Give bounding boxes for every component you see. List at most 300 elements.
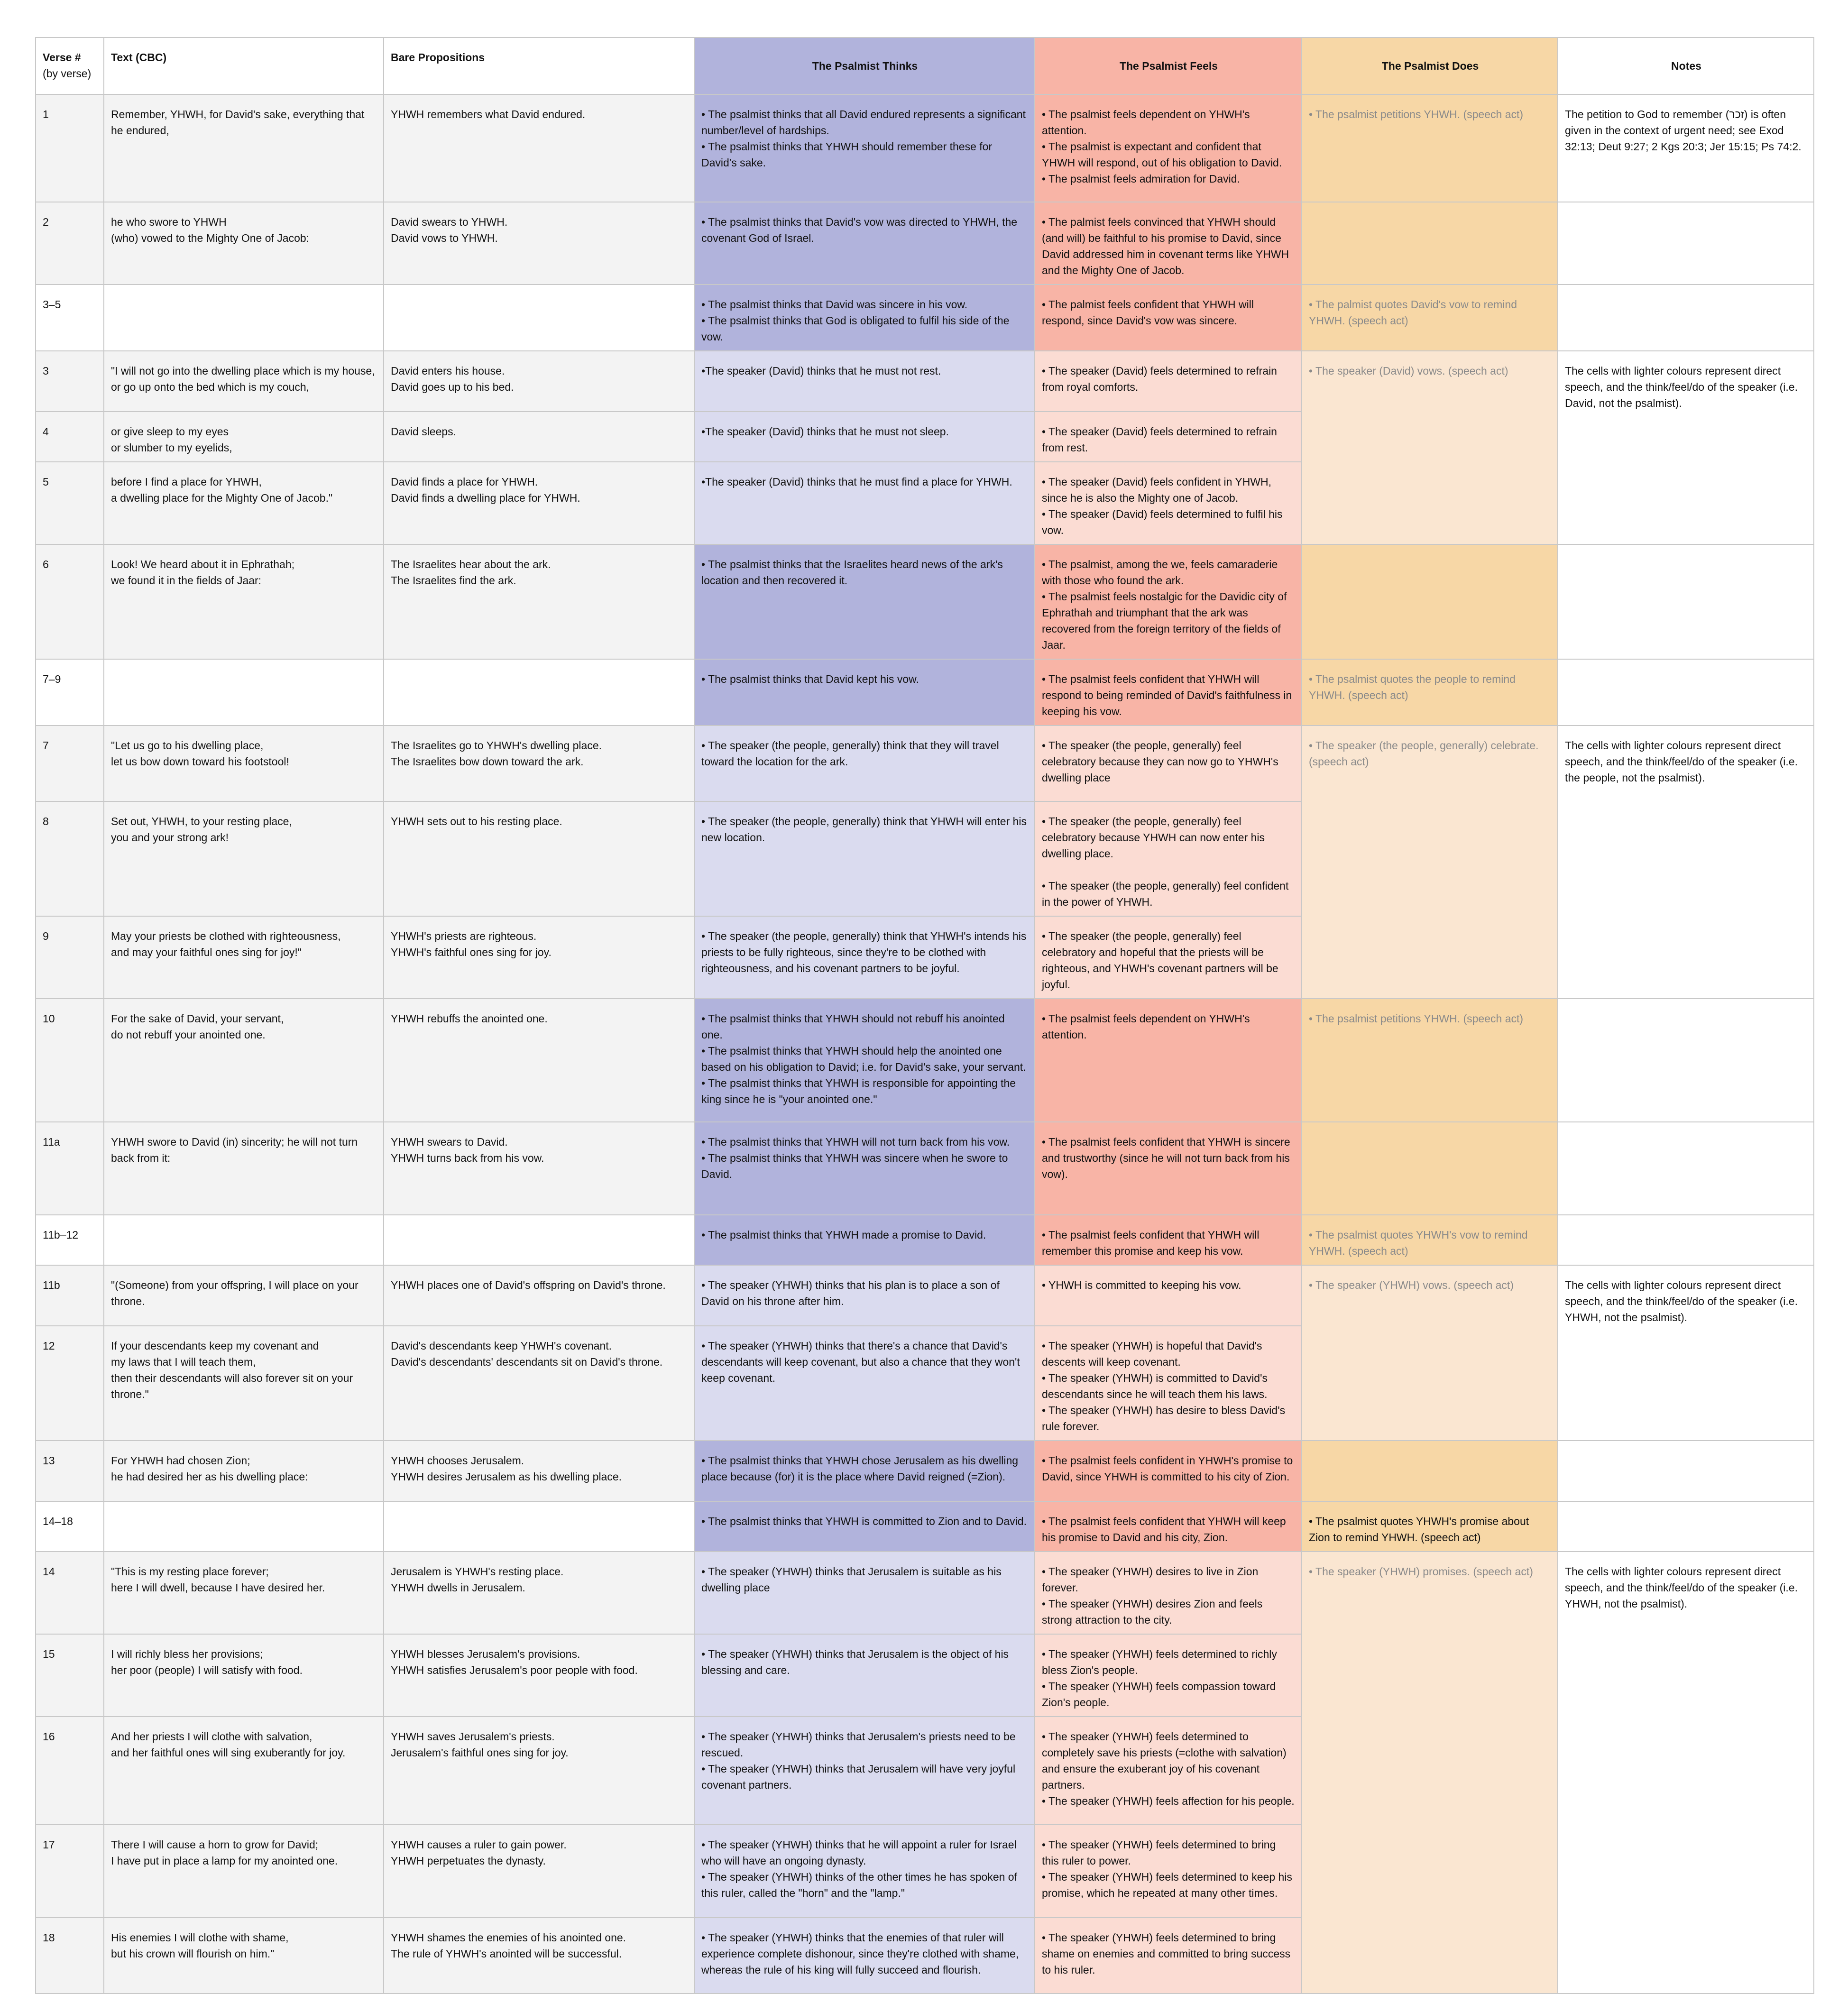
feels-line: • The palmist feels convinced that YHWH should (and will) be faithful to his promise to David, since David addressed him in covenant terms like YHWH and the Mighty One of Jacob. xyxy=(1042,216,1289,276)
verse-cell: 12 xyxy=(36,1326,104,1441)
table-row xyxy=(36,1501,1814,1552)
thinks-cell xyxy=(694,1825,1035,1918)
text-cell xyxy=(104,351,384,412)
feels-line: • The speaker (YHWH) feels determined to bring this ruler to power. xyxy=(1042,1838,1276,1867)
feels-line xyxy=(1042,862,1296,878)
text-line: we found it in the fields of Jaar: xyxy=(111,574,262,587)
does-cell: • The psalmist petitions YHWH. (speech act) xyxy=(1302,999,1558,1122)
feels-cell xyxy=(1035,94,1302,202)
bare-propositions-cell xyxy=(384,1634,694,1717)
table-row xyxy=(36,659,1814,726)
bare-proposition-line: YHWH remembers what David endured. xyxy=(391,108,586,120)
thinks-cell xyxy=(694,999,1035,1122)
feels-line: • The speaker (YHWH) is committed to David's descendants since he will teach them his laws. xyxy=(1042,1372,1268,1400)
verse-cell: 11b–12 xyxy=(36,1215,104,1265)
bare-propositions-cell xyxy=(384,1441,694,1501)
feels-line: • The psalmist feels confident that YHWH will remember this promise and keep his vow. xyxy=(1042,1229,1260,1257)
bare-propositions-cell xyxy=(384,801,694,916)
text-line: "This is my resting place forever; xyxy=(111,1565,269,1578)
thinks-line: • The psalmist thinks that YHWH was sincere when he swore to David. xyxy=(701,1152,1008,1180)
feels-line: • The palmist feels confident that YHWH will respond, since David's vow was sincere. xyxy=(1042,298,1254,327)
text-line: he had desired her as his dwelling place: xyxy=(111,1470,308,1483)
thinks-line: • The speaker (YHWH) thinks that Jerusalem's priests need to be rescued. xyxy=(701,1730,1016,1759)
verse-cell: 15 xyxy=(36,1634,104,1717)
feels-cell xyxy=(1035,1552,1302,1634)
verse-cell: 14 xyxy=(36,1552,104,1634)
verse-cell: 3–5 xyxy=(36,285,104,351)
thinks-line: • The psalmist thinks that David kept his vow. xyxy=(701,673,919,685)
text-line: and her faithful ones will sing exuberantly for joy. xyxy=(111,1746,346,1759)
text-line: a dwelling place for the Mighty One of Jacob." xyxy=(111,492,333,504)
psalm-analysis-table-wrapper xyxy=(35,37,1813,1994)
thinks-line: • The speaker (YHWH) thinks that Jerusalem is the object of his blessing and care. xyxy=(701,1648,1009,1676)
text-cell xyxy=(104,544,384,659)
text-line: If your descendants keep my covenant and xyxy=(111,1340,319,1352)
bare-propositions-cell xyxy=(384,202,694,285)
psalm-analysis-table xyxy=(35,37,1814,1994)
feels-line: • The speaker (the people, generally) feel celebratory because YHWH can now enter his dwelling place. xyxy=(1042,815,1265,860)
feels-line: • The speaker (David) feels determined to fulfil his vow. xyxy=(1042,508,1283,536)
bare-proposition-line: YHWH's faithful ones sing for joy. xyxy=(391,946,552,958)
text-cell xyxy=(104,1825,384,1918)
text-line: May your priests be clothed with righteousness, xyxy=(111,930,341,942)
text-cell xyxy=(104,1441,384,1501)
text-line: Look! We heard about it in Ephrathah; xyxy=(111,558,295,570)
verse-cell: 14–18 xyxy=(36,1501,104,1552)
text-cell xyxy=(104,1501,384,1552)
thinks-line: • The psalmist thinks that YHWH made a promise to David. xyxy=(701,1229,986,1241)
thinks-cell xyxy=(694,1552,1035,1634)
text-cell xyxy=(104,412,384,462)
thinks-line: • The speaker (the people, generally) think that YHWH's intends his priests to be fully righteous, since they're to be clothed with righteousness, and his covenant partners to be joyful. xyxy=(701,930,1027,974)
thinks-line: • The psalmist thinks that all David endured represents a significant number/level of hardships. xyxy=(701,108,1026,137)
thinks-line: •The speaker (David) thinks that he must not sleep. xyxy=(701,425,949,438)
bare-propositions-cell xyxy=(384,1717,694,1825)
bare-proposition-line: YHWH desires Jerusalem as his dwelling place. xyxy=(391,1470,622,1483)
text-line: And her priests I will clothe with salvation, xyxy=(111,1730,313,1743)
bare-propositions-cell xyxy=(384,1215,694,1265)
table-row xyxy=(36,285,1814,351)
does-cell: • The psalmist quotes YHWH's vow to remind YHWH. (speech act) xyxy=(1302,1215,1558,1265)
text-cell xyxy=(104,462,384,544)
text-line: There I will cause a horn to grow for David; xyxy=(111,1838,319,1851)
feels-cell xyxy=(1035,1634,1302,1717)
text-line: you and your strong ark! xyxy=(111,831,229,844)
feels-line: • The speaker (YHWH) has desire to bless David's rule forever. xyxy=(1042,1404,1286,1433)
thinks-cell xyxy=(694,1122,1035,1215)
verse-cell: 11b xyxy=(36,1265,104,1326)
feels-cell xyxy=(1035,916,1302,999)
thinks-cell xyxy=(694,285,1035,351)
text-line: or give sleep to my eyes xyxy=(111,425,229,438)
feels-cell xyxy=(1035,1717,1302,1825)
text-line: let us bow down toward his footstool! xyxy=(111,755,289,768)
bare-proposition-line: David swears to YHWH. xyxy=(391,216,508,228)
bare-proposition-line: YHWH dwells in Jerusalem. xyxy=(391,1581,525,1594)
feels-line: • The psalmist feels dependent on YHWH's attention. xyxy=(1042,108,1250,137)
text-cell xyxy=(104,1717,384,1825)
thinks-cell xyxy=(694,412,1035,462)
thinks-line: • The psalmist thinks that YHWH will not turn back from his vow. xyxy=(701,1136,1010,1148)
bare-proposition-line: YHWH causes a ruler to gain power. xyxy=(391,1838,567,1851)
bare-propositions-cell xyxy=(384,1552,694,1634)
text-line: then their descendants will also forever sit on your throne." xyxy=(111,1372,353,1400)
thinks-cell xyxy=(694,351,1035,412)
bare-proposition-line: YHWH rebuffs the anointed one. xyxy=(391,1012,548,1025)
thinks-line: • The psalmist thinks that YHWH should not rebuff his anointed one. xyxy=(701,1012,1005,1041)
feels-cell xyxy=(1035,1441,1302,1501)
header-verse-sublabel: (by verse) xyxy=(43,67,92,80)
feels-line: • The speaker (YHWH) is hopeful that David's descents will keep covenant. xyxy=(1042,1340,1262,1368)
notes-cell: The petition to God to remember (זכר) is often given in the context of urgent need; see Exod 32:13; Deut 9:27; 2 Kgs 20:3; Jer 15:15; Ps 74:2. xyxy=(1558,94,1814,202)
bare-proposition-line: David's descendants keep YHWH's covenant. xyxy=(391,1340,612,1352)
table-row xyxy=(36,544,1814,659)
feels-line: • The psalmist feels dependent on YHWH's attention. xyxy=(1042,1012,1250,1041)
thinks-cell xyxy=(694,544,1035,659)
text-line: "(Someone) from your offspring, I will place on your throne. xyxy=(111,1279,359,1307)
feels-cell xyxy=(1035,462,1302,544)
thinks-cell xyxy=(694,1634,1035,1717)
text-line: he who swore to YHWH xyxy=(111,216,227,228)
table-row xyxy=(36,726,1814,801)
thinks-cell xyxy=(694,1441,1035,1501)
feels-cell xyxy=(1035,412,1302,462)
thinks-line: • The speaker (YHWH) thinks of the other times he has spoken of this ruler, called the "horn" and the "lamp." xyxy=(701,1871,1017,1899)
bare-proposition-line: David finds a place for YHWH. xyxy=(391,476,538,488)
text-line: but his crown will flourish on him." xyxy=(111,1948,275,1960)
feels-line: • The speaker (YHWH) feels determined to richly bless Zion's people. xyxy=(1042,1648,1277,1676)
thinks-line: • The psalmist thinks that YHWH is committed to Zion and to David. xyxy=(701,1515,1027,1527)
bare-propositions-cell xyxy=(384,1825,694,1918)
does-cell: • The speaker (YHWH) promises. (speech act) xyxy=(1302,1552,1558,1994)
does-cell: • The psalmist quotes the people to remind YHWH. (speech act) xyxy=(1302,659,1558,726)
feels-line: • The speaker (YHWH) feels determined to bring shame on enemies and committed to bring success to his ruler. xyxy=(1042,1931,1291,1976)
bare-propositions-cell xyxy=(384,412,694,462)
feels-cell xyxy=(1035,1825,1302,1918)
text-cell xyxy=(104,1918,384,1994)
notes-cell xyxy=(1558,1501,1814,1552)
table-row xyxy=(36,202,1814,285)
feels-line: • The speaker (the people, generally) feel celebratory because they can now go to YHWH's dwelling place xyxy=(1042,739,1278,784)
feels-line: • The speaker (the people, generally) feel celebratory and hopeful that the priests will be righteous, and YHWH's covenant partners will be joyful. xyxy=(1042,930,1278,991)
thinks-cell xyxy=(694,659,1035,726)
text-line: before I find a place for YHWH, xyxy=(111,476,262,488)
bare-proposition-line: The Israelites find the ark. xyxy=(391,574,516,587)
table-row xyxy=(36,1122,1814,1215)
notes-cell xyxy=(1558,544,1814,659)
feels-line: • The speaker (YHWH) desires to live in Zion forever. xyxy=(1042,1565,1259,1594)
text-cell xyxy=(104,999,384,1122)
notes-cell: The cells with lighter colours represent direct speech, and the think/feel/do of the speaker (i.e. the people, not the psalmist). xyxy=(1558,726,1814,999)
notes-cell xyxy=(1558,659,1814,726)
thinks-line: • The speaker (YHWH) thinks that Jerusalem will have very joyful covenant partners. xyxy=(701,1763,1016,1791)
verse-cell: 3 xyxy=(36,351,104,412)
thinks-cell xyxy=(694,1215,1035,1265)
thinks-cell xyxy=(694,1265,1035,1326)
text-line: "Let us go to his dwelling place, xyxy=(111,739,264,752)
feels-cell xyxy=(1035,1215,1302,1265)
feels-line: • The speaker (YHWH) feels compassion toward Zion's people. xyxy=(1042,1680,1276,1709)
header-psalmist-thinks: The Psalmist Thinks xyxy=(694,37,1035,94)
table-row xyxy=(36,1441,1814,1501)
text-line: and may your faithful ones sing for joy!" xyxy=(111,946,302,958)
thinks-line: • The psalmist thinks that YHWH chose Jerusalem as his dwelling place because (for) it is the place where David reigned (=Zion). xyxy=(701,1454,1019,1483)
text-cell xyxy=(104,1634,384,1717)
feels-line: • The psalmist is expectant and confident that YHWH will respond, out of his obligation to David. xyxy=(1042,140,1282,169)
bare-proposition-line: YHWH saves Jerusalem's priests. xyxy=(391,1730,555,1743)
thinks-line: • The psalmist thinks that David was sincere in his vow. xyxy=(701,298,968,311)
bare-propositions-cell xyxy=(384,94,694,202)
feels-cell xyxy=(1035,1501,1302,1552)
text-line: (who) vowed to the Mighty One of Jacob: xyxy=(111,232,310,244)
feels-line: • The speaker (YHWH) feels determined to completely save his priests (=clothe with salvation) and ensure the exuberant joy of his covenant partners. xyxy=(1042,1730,1287,1791)
feels-cell xyxy=(1035,801,1302,916)
bare-proposition-line: YHWH shames the enemies of his anointed one. xyxy=(391,1931,626,1944)
bare-proposition-line: The Israelites bow down toward the ark. xyxy=(391,755,584,768)
thinks-cell xyxy=(694,1918,1035,1994)
feels-line: • The psalmist feels confident that YHWH will respond to being reminded of David's faithfulness in keeping his vow. xyxy=(1042,673,1292,717)
bare-propositions-cell xyxy=(384,1122,694,1215)
text-line: or go up onto the bed which is my couch, xyxy=(111,381,310,393)
bare-propositions-cell xyxy=(384,999,694,1122)
bare-proposition-line: YHWH swears to David. xyxy=(391,1136,508,1148)
bare-propositions-cell xyxy=(384,462,694,544)
text-line: YHWH swore to David (in) sincerity; he will not turn back from it: xyxy=(111,1136,358,1164)
header-verse-label: Verse # xyxy=(43,51,81,64)
bare-propositions-cell xyxy=(384,351,694,412)
verse-cell: 6 xyxy=(36,544,104,659)
text-cell xyxy=(104,1326,384,1441)
feels-cell xyxy=(1035,1122,1302,1215)
text-cell xyxy=(104,1215,384,1265)
bare-proposition-line: David's descendants' descendants sit on David's throne. xyxy=(391,1356,663,1368)
verse-cell: 18 xyxy=(36,1918,104,1994)
thinks-line: • The speaker (YHWH) thinks that his plan is to place a son of David on his throne after him. xyxy=(701,1279,1000,1307)
bare-proposition-line: Jerusalem's faithful ones sing for joy. xyxy=(391,1746,569,1759)
thinks-line: • The psalmist thinks that YHWH should help the anointed one based on his obligation to David; i.e. for David's sake, your servant. xyxy=(701,1045,1026,1073)
thinks-line: • The speaker (the people, generally) think that they will travel toward the location for the ark. xyxy=(701,739,999,768)
text-line: For the sake of David, your servant, xyxy=(111,1012,284,1025)
feels-line: • The speaker (David) feels determined to refrain from rest. xyxy=(1042,425,1277,454)
does-cell: • The speaker (the people, generally) celebrate. (speech act) xyxy=(1302,726,1558,999)
bare-proposition-line: The Israelites go to YHWH's dwelling place. xyxy=(391,739,602,752)
feels-line: • YHWH is committed to keeping his vow. xyxy=(1042,1279,1241,1291)
text-line: or slumber to my eyelids, xyxy=(111,441,232,454)
thinks-cell xyxy=(694,462,1035,544)
feels-cell xyxy=(1035,999,1302,1122)
feels-cell xyxy=(1035,285,1302,351)
text-cell xyxy=(104,659,384,726)
notes-cell: The cells with lighter colours represent direct speech, and the think/feel/do of the speaker (i.e. David, not the psalmist). xyxy=(1558,351,1814,544)
verse-cell: 13 xyxy=(36,1441,104,1501)
table-body xyxy=(36,94,1814,1994)
text-line: here I will dwell, because I have desired her. xyxy=(111,1581,325,1594)
thinks-cell xyxy=(694,726,1035,801)
feels-line: • The psalmist feels nostalgic for the Davidic city of Ephrathah and triumphant that the ark was recovered from the foreign territory of the fields of Jaar. xyxy=(1042,590,1287,651)
thinks-cell xyxy=(694,1326,1035,1441)
thinks-cell xyxy=(694,916,1035,999)
text-line: "I will not go into the dwelling place which is my house, xyxy=(111,365,375,377)
does-cell xyxy=(1302,1122,1558,1215)
feels-line: • The speaker (David) feels determined to refrain from royal comforts. xyxy=(1042,365,1277,393)
feels-line: • The speaker (David) feels confident in YHWH, since he is also the Mighty one of Jacob. xyxy=(1042,476,1272,504)
bare-proposition-line: Jerusalem is YHWH's resting place. xyxy=(391,1565,564,1578)
thinks-line: • The speaker (YHWH) thinks that Jerusalem is suitable as his dwelling place xyxy=(701,1565,1002,1594)
text-line: I will richly bless her provisions; xyxy=(111,1648,263,1660)
thinks-line: • The speaker (YHWH) thinks that he will appoint a ruler for Israel who will have an ongoing dynasty. xyxy=(701,1838,1017,1867)
feels-cell xyxy=(1035,544,1302,659)
feels-line: • The psalmist, among the we, feels camaraderie with those who found the ark. xyxy=(1042,558,1278,587)
table-row xyxy=(36,1552,1814,1634)
notes-cell xyxy=(1558,202,1814,285)
bare-propositions-cell xyxy=(384,544,694,659)
verse-cell: 1 xyxy=(36,94,104,202)
feels-line: • The psalmist feels admiration for David. xyxy=(1042,173,1240,185)
notes-cell: The cells with lighter colours represent direct speech, and the think/feel/do of the speaker (i.e. YHWH, not the psalmist). xyxy=(1558,1265,1814,1441)
bare-propositions-cell xyxy=(384,916,694,999)
bare-proposition-line: David sleeps. xyxy=(391,425,457,438)
text-cell xyxy=(104,801,384,916)
text-line: For YHWH had chosen Zion; xyxy=(111,1454,250,1467)
feels-line: • The psalmist feels confident in YHWH's promise to David, since YHWH is committed to his city of Zion. xyxy=(1042,1454,1293,1483)
bare-proposition-line: YHWH perpetuates the dynasty. xyxy=(391,1855,546,1867)
bare-proposition-line: YHWH's priests are righteous. xyxy=(391,930,537,942)
thinks-line: • The psalmist thinks that YHWH should remember these for David's sake. xyxy=(701,140,993,169)
bare-propositions-cell xyxy=(384,1501,694,1552)
thinks-line: • The psalmist thinks that David's vow was directed to YHWH, the covenant God of Israel. xyxy=(701,216,1018,244)
notes-cell xyxy=(1558,999,1814,1122)
feels-cell xyxy=(1035,202,1302,285)
text-cell xyxy=(104,1122,384,1215)
thinks-cell xyxy=(694,1501,1035,1552)
header-text: Text (CBC) xyxy=(104,37,384,94)
verse-cell: 5 xyxy=(36,462,104,544)
feels-cell xyxy=(1035,1918,1302,1994)
text-cell xyxy=(104,1265,384,1326)
feels-cell xyxy=(1035,351,1302,412)
text-line: her poor (people) I will satisfy with food. xyxy=(111,1664,303,1676)
bare-proposition-line: YHWH satisfies Jerusalem's poor people with food. xyxy=(391,1664,638,1676)
bare-proposition-line: David vows to YHWH. xyxy=(391,232,498,244)
notes-cell xyxy=(1558,1215,1814,1265)
does-cell xyxy=(1302,1441,1558,1501)
verse-cell: 11a xyxy=(36,1122,104,1215)
bare-proposition-line: David goes up to his bed. xyxy=(391,381,514,393)
text-line: I have put in place a lamp for my anointed one. xyxy=(111,1855,338,1867)
bare-proposition-line: YHWH blesses Jerusalem's provisions. xyxy=(391,1648,580,1660)
header-notes: Notes xyxy=(1558,37,1814,94)
does-cell: • The psalmist petitions YHWH. (speech act) xyxy=(1302,94,1558,202)
bare-proposition-line: The Israelites hear about the ark. xyxy=(391,558,551,570)
feels-cell xyxy=(1035,1265,1302,1326)
thinks-line: • The speaker (YHWH) thinks that there's a chance that David's descendants will keep covenant, but also a chance that they won't keep covenant. xyxy=(701,1340,1020,1384)
table-row xyxy=(36,94,1814,202)
does-cell xyxy=(1302,544,1558,659)
feels-line: • The speaker (YHWH) feels affection for his people. xyxy=(1042,1795,1295,1807)
notes-cell xyxy=(1558,285,1814,351)
text-cell xyxy=(104,285,384,351)
does-cell: • The speaker (YHWH) vows. (speech act) xyxy=(1302,1265,1558,1441)
table-row xyxy=(36,999,1814,1122)
header-row xyxy=(36,37,1814,94)
bare-propositions-cell xyxy=(384,1918,694,1994)
notes-cell xyxy=(1558,1122,1814,1215)
thinks-line: •The speaker (David) thinks that he must not rest. xyxy=(701,365,941,377)
thinks-cell xyxy=(694,1717,1035,1825)
feels-line: • The psalmist feels confident that YHWH is sincere and trustworthy (since he will not turn back from his vow). xyxy=(1042,1136,1290,1180)
header-psalmist-does: The Psalmist Does xyxy=(1302,37,1558,94)
bare-proposition-line: David finds a dwelling place for YHWH. xyxy=(391,492,580,504)
feels-cell xyxy=(1035,1326,1302,1441)
notes-cell xyxy=(1558,1441,1814,1501)
bare-proposition-line: David enters his house. xyxy=(391,365,505,377)
verse-cell: 2 xyxy=(36,202,104,285)
text-cell xyxy=(104,726,384,801)
bare-proposition-line: YHWH places one of David's offspring on David's throne. xyxy=(391,1279,666,1291)
thinks-cell xyxy=(694,202,1035,285)
table-row xyxy=(36,351,1814,412)
bare-proposition-line: YHWH chooses Jerusalem. xyxy=(391,1454,524,1467)
verse-cell: 7 xyxy=(36,726,104,801)
text-line: His enemies I will clothe with shame, xyxy=(111,1931,289,1944)
verse-cell: 9 xyxy=(36,916,104,999)
does-cell xyxy=(1302,202,1558,285)
bare-propositions-cell xyxy=(384,659,694,726)
thinks-cell xyxy=(694,94,1035,202)
bare-proposition-line: The rule of YHWH's anointed will be successful. xyxy=(391,1948,622,1960)
verse-cell: 17 xyxy=(36,1825,104,1918)
thinks-line: • The psalmist thinks that YHWH is responsible for appointing the king since he is "your anointed one." xyxy=(701,1077,1016,1105)
thinks-line: • The speaker (YHWH) thinks that the enemies of that ruler will experience complete dishonour, since they're clothed with shame, whereas the rule of his king will fully succeed and flourish. xyxy=(701,1931,1019,1976)
feels-cell xyxy=(1035,726,1302,801)
text-line: Set out, YHWH, to your resting place, xyxy=(111,815,292,827)
bare-propositions-cell xyxy=(384,1265,694,1326)
header-psalmist-feels: The Psalmist Feels xyxy=(1035,37,1302,94)
notes-cell: The cells with lighter colours represent direct speech, and the think/feel/do of the speaker (i.e. YHWH, not the psalmist). xyxy=(1558,1552,1814,1994)
table-row xyxy=(36,1265,1814,1326)
text-line: my laws that I will teach them, xyxy=(111,1356,256,1368)
verse-cell: 8 xyxy=(36,801,104,916)
bare-proposition-line: YHWH turns back from his vow. xyxy=(391,1152,544,1164)
bare-propositions-cell xyxy=(384,285,694,351)
does-cell: • The palmist quotes David's vow to remind YHWH. (speech act) xyxy=(1302,285,1558,351)
header-verse xyxy=(36,37,104,94)
feels-line: • The speaker (YHWH) feels determined to keep his promise, which he repeated at many other times. xyxy=(1042,1871,1292,1899)
text-cell xyxy=(104,916,384,999)
feels-line: • The speaker (the people, generally) feel confident in the power of YHWH. xyxy=(1042,880,1289,908)
does-cell: • The speaker (David) vows. (speech act) xyxy=(1302,351,1558,544)
thinks-line: • The psalmist thinks that God is obligated to fulfil his side of the vow. xyxy=(701,314,1010,343)
header-bare-propositions: Bare Propositions xyxy=(384,37,694,94)
text-line: do not rebuff your anointed one. xyxy=(111,1029,266,1041)
feels-line: • The psalmist feels confident that YHWH will keep his promise to David and his city, Zion. xyxy=(1042,1515,1286,1544)
table-row xyxy=(36,1215,1814,1265)
does-cell: • The psalmist quotes YHWH's promise about Zion to remind YHWH. (speech act) xyxy=(1302,1501,1558,1552)
feels-cell xyxy=(1035,659,1302,726)
verse-cell: 4 xyxy=(36,412,104,462)
bare-propositions-cell xyxy=(384,1326,694,1441)
verse-cell: 7–9 xyxy=(36,659,104,726)
text-line: Remember, YHWH, for David's sake, everything that he endured, xyxy=(111,108,365,137)
thinks-line: • The psalmist thinks that the Israelites heard news of the ark's location and then recovered it. xyxy=(701,558,1003,587)
text-cell xyxy=(104,202,384,285)
verse-cell: 10 xyxy=(36,999,104,1122)
bare-propositions-cell xyxy=(384,726,694,801)
thinks-line: •The speaker (David) thinks that he must find a place for YHWH. xyxy=(701,476,1012,488)
text-cell xyxy=(104,94,384,202)
feels-line: • The speaker (YHWH) desires Zion and feels strong attraction to the city. xyxy=(1042,1598,1263,1626)
thinks-cell xyxy=(694,801,1035,916)
